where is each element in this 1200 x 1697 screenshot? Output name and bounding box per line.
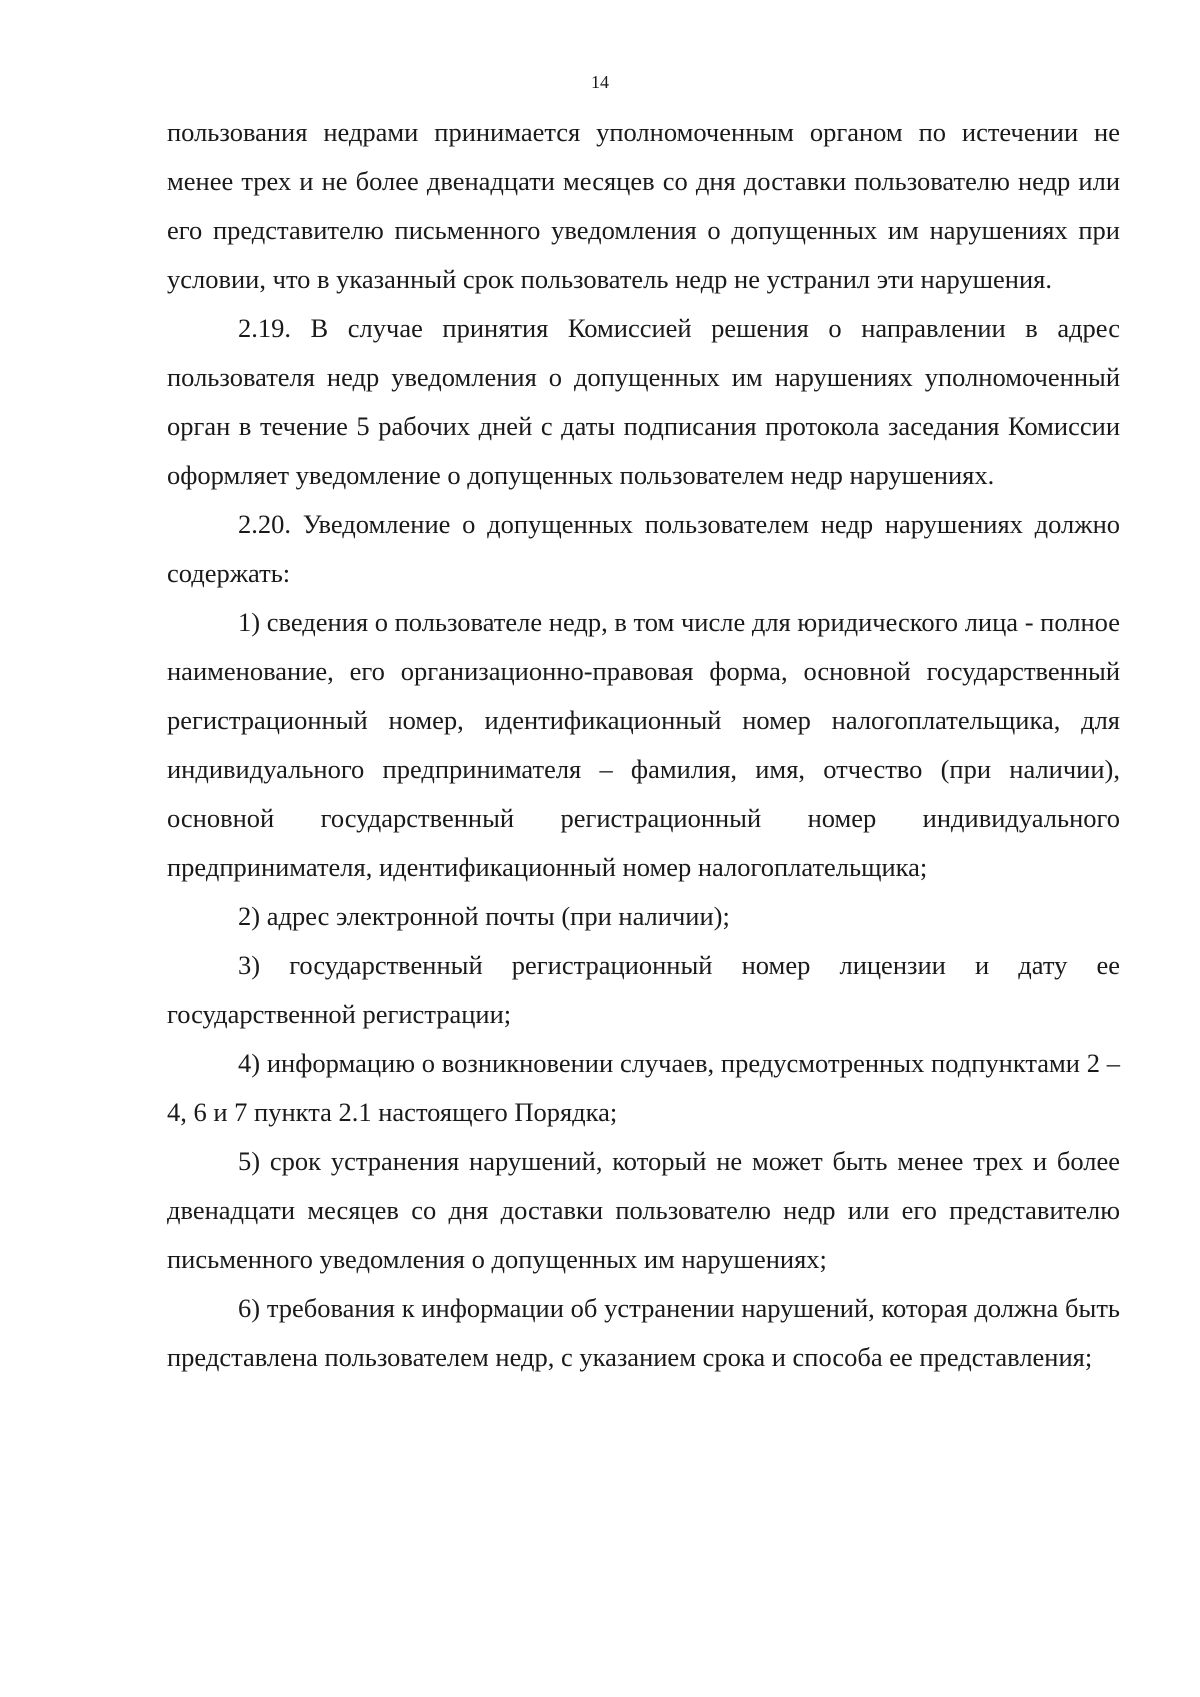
document-body — [167, 108, 1120, 1382]
paragraph-2-19: 2.19. В случае принятия Комиссией решения о направлении в адрес пользователя недр уведомления о допущенных им нарушениях уполномоченный орган в течение 5 рабочих дней с даты подписания протокола заседания Комиссии оформляет уведомление о допущенных пользователем недр нарушениях. — [167, 313, 1120, 490]
list-item-5: 5) срок устранения нарушений, который не может быть менее трех и более двенадцати месяцев со дня доставки пользователю недр или его представителю письменного уведомления о допущенных им нарушениях; — [167, 1146, 1120, 1274]
page-number: 14 — [591, 72, 609, 92]
paragraph-2-20: 2.20. Уведомление о допущенных пользователем недр нарушениях должно содержать: — [167, 509, 1120, 588]
list-item-3: 3) государственный регистрационный номер лицензии и дату ее государственной регистрации; — [167, 950, 1120, 1029]
list-item-6: 6) требования к информации об устранении нарушений, которая должна быть представлена пользователем недр, с указанием срока и способа ее представления; — [167, 1293, 1120, 1372]
paragraph-continuation: пользования недрами принимается уполномоченным органом по истечении не менее трех и не более двенадцати месяцев со дня доставки пользователю недр или его представителю письменного уведомления о допущенных им нарушениях при условии, что в указанный срок пользователь недр не устранил эти нарушения. — [167, 117, 1120, 294]
list-item-1: 1) сведения о пользователе недр, в том числе для юридического лица - полное наименование, его организационно-правовая форма, основной государственный регистрационный номер, идентификационный номер налогоплательщика, для индивидуального предпринимателя – фамилия, имя, отчество (при наличии), основной государственный регистрационный номер индивидуального предпринимателя, идентификационный номер налогоплательщика; — [167, 607, 1120, 882]
list-item-2: 2) адрес электронной почты (при наличии); — [238, 901, 730, 931]
list-item-4: 4) информацию о возникновении случаев, предусмотренных подпунктами 2 – 4, 6 и 7 пункта 2.1 настоящего Порядка; — [167, 1048, 1120, 1127]
